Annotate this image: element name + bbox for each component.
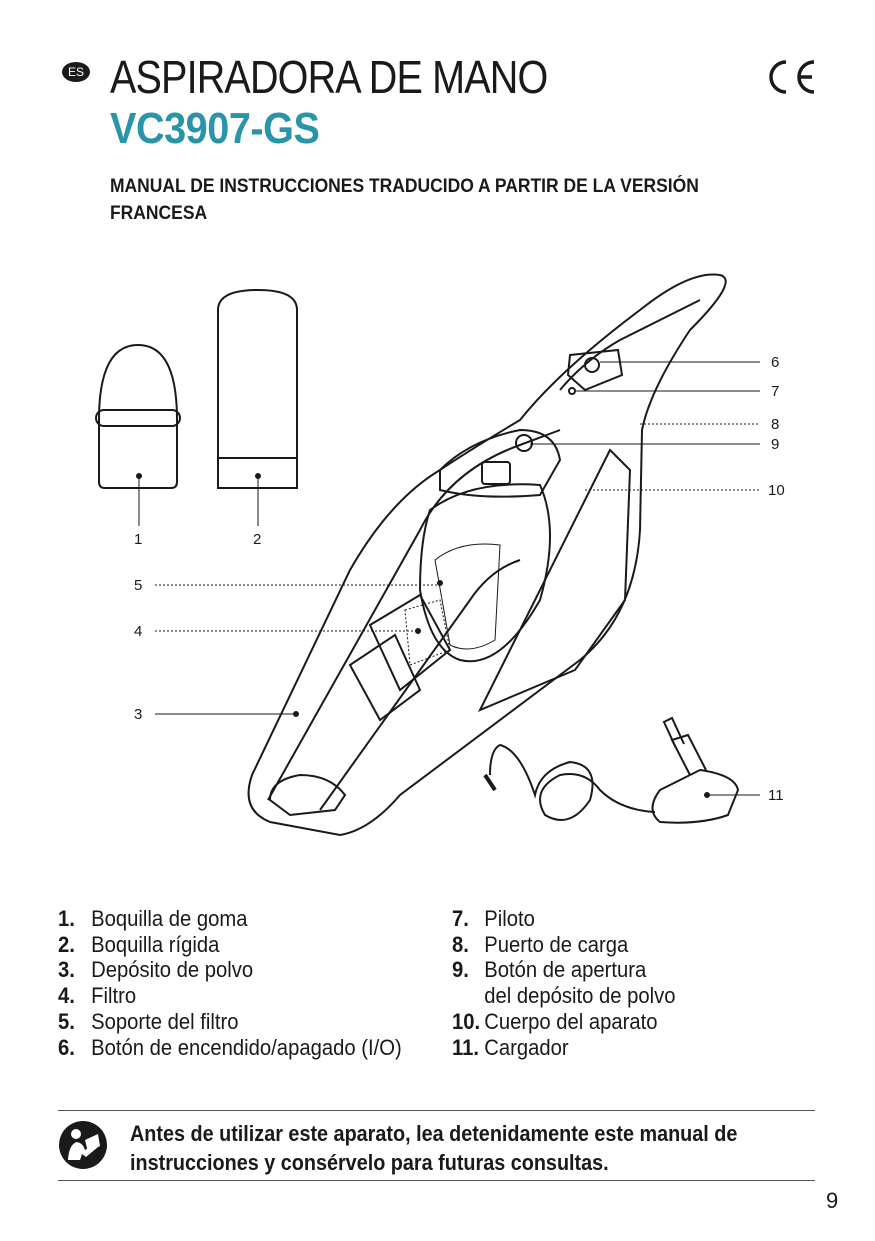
list-item: 3. Depósito de polvo — [58, 957, 254, 983]
read-manual-icon — [58, 1120, 108, 1170]
callout-2: 2 — [253, 531, 262, 548]
manual-subtitle: MANUAL DE INSTRUCCIONES TRADUCIDO A PARTIR DE LA VERSIÓN FRANCESA — [110, 176, 699, 224]
callout-11: 11 — [768, 787, 784, 804]
callout-3: 3 — [134, 706, 143, 723]
rigid-nozzle-illustration — [218, 290, 297, 488]
charger-illustration — [485, 718, 738, 823]
list-item: 5. Soporte del filtro — [58, 1008, 239, 1034]
list-item: 1. Boquilla de goma — [58, 906, 248, 931]
model-number: VC3907-GS — [110, 104, 320, 153]
list-item: 9. Botón de apertura — [452, 957, 647, 983]
list-item: 11. Cargador — [452, 1034, 569, 1060]
list-item: 4. Filtro — [58, 983, 137, 1009]
callout-7: 7 — [771, 383, 780, 400]
callout-6: 6 — [771, 354, 780, 371]
callout-5: 5 — [134, 577, 143, 594]
vacuum-body-illustration — [249, 274, 726, 835]
list-item-continuation: del depósito de polvo — [484, 983, 676, 1009]
parts-list-left — [58, 906, 432, 1060]
rubber-nozzle-illustration — [96, 345, 180, 488]
divider-top — [58, 1110, 815, 1111]
parts-list-right — [452, 906, 695, 1060]
product-diagram — [0, 270, 875, 870]
callout-1: 1 — [134, 531, 143, 548]
safety-notice: Antes de utilizar este aparato, lea detenidamente este manual de instrucciones y consérvelo para futuras consultas. — [130, 1121, 738, 1175]
page-number: 9 — [826, 1188, 839, 1213]
divider-bottom — [58, 1180, 815, 1181]
list-item: 10. Cuerpo del aparato — [452, 1008, 658, 1034]
callout-4: 4 — [134, 623, 143, 640]
page-title: ASPIRADORA DE MANO — [110, 51, 548, 103]
callout-9: 9 — [771, 436, 780, 453]
list-item: 8. Puerto de carga — [452, 931, 629, 957]
ce-mark-icon — [762, 58, 818, 96]
list-item: 2. Boquilla rígida — [58, 931, 220, 957]
callout-8: 8 — [771, 416, 780, 433]
language-badge: ES — [62, 62, 90, 82]
callout-10: 10 — [768, 482, 785, 499]
list-item: 7. Piloto — [452, 906, 535, 931]
list-item: 6. Botón de encendido/apagado (I/O) — [58, 1034, 402, 1060]
